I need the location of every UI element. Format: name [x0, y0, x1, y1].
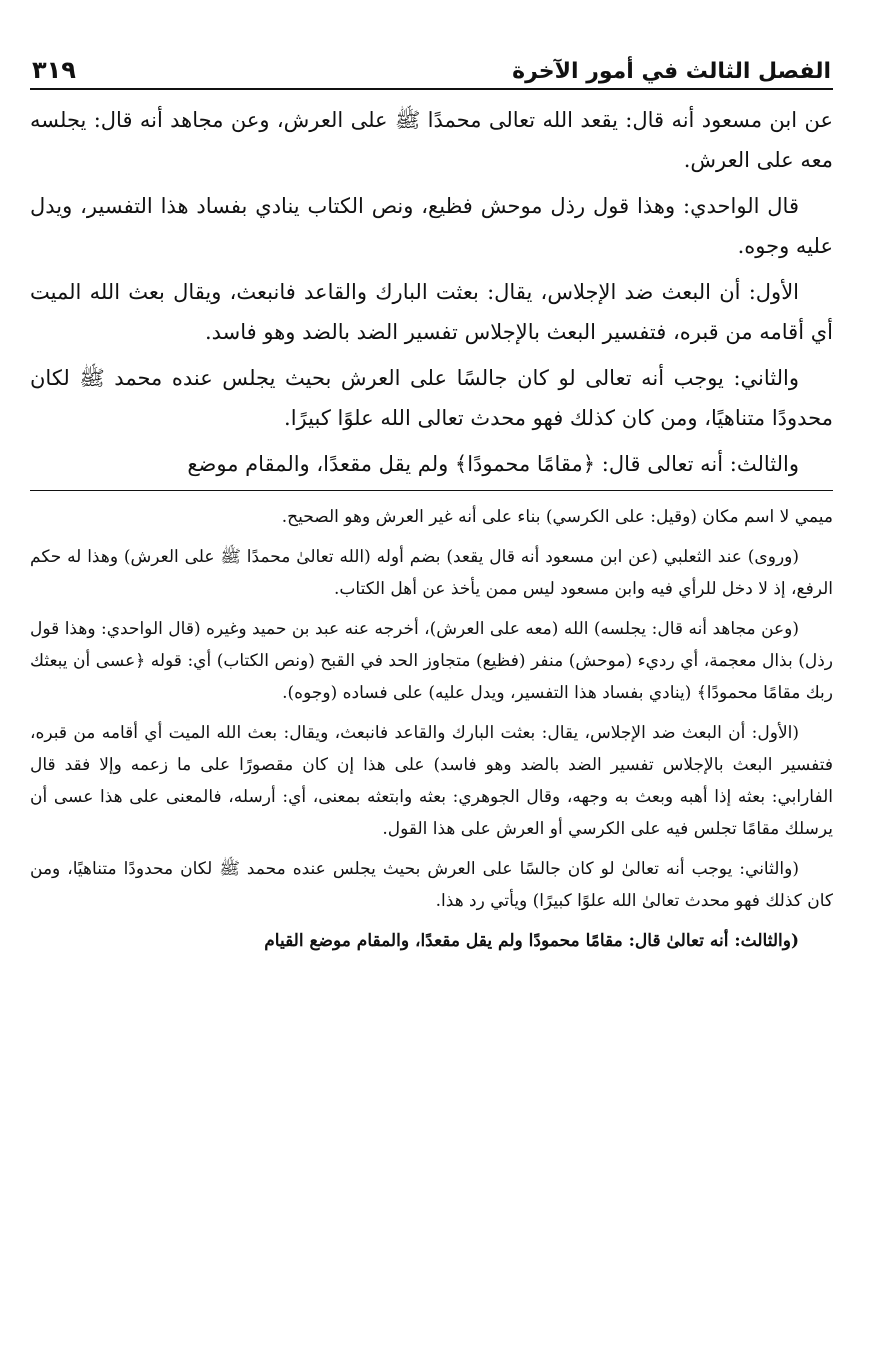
running-head: الفصل الثالث في أمور الآخرة — [512, 59, 831, 84]
commentary-paragraph-6: (والثالث: أنه تعالىٰ قال: مقامًا محمودًا ولم يقل مقعدًا، والمقام موضع القيام — [264, 931, 799, 951]
main-paragraph-2: قال الواحدي: وهذا قول رذل موحش فظيع، ونص الكتاب ينادي بفساد هذا التفسير، ويدل عليه وجوه. — [30, 194, 833, 258]
commentary-paragraph-3: (وعن مجاهد أنه قال: يجلسه) الله (معه على العرش)، أخرجه عنه عبد بن حميد وغيره (قال الواحدي: وهذا قول رذل) بذال معجمة، أي رديء (موحش) منفر (فظيع) متجاوز الحد في القبح (ونص الكتاب) أي: قوله ﴿عسى أن يبعثك ربك مقامًا محمودًا﴾ (ينادي بفساد هذا التفسير، ويدل عليه) على فساده (وجوه). — [30, 619, 833, 703]
commentary — [30, 501, 833, 957]
main-paragraph-4: والثاني: يوجب أنه تعالى لو كان جالسًا على العرش بحيث يجلس عنده محمد ﷺ لكان محدودًا متناهيًا، ومن كان كذلك فهو محدث تعالى الله علوًا كبيرًا. — [30, 366, 833, 430]
book-page — [30, 40, 833, 1330]
text-commentary-divider — [30, 490, 833, 491]
main-paragraph-5: والثالث: أنه تعالى قال: ﴿مقامًا محمودًا﴾ ولم يقل مقعدًا، والمقام موضع — [187, 452, 799, 476]
commentary-paragraph-1: ميمي لا اسم مكان (وقيل: على الكرسي) بناء على أنه غير العرش وهو الصحيح. — [281, 507, 833, 527]
page-number: ٣١٩ — [32, 56, 76, 84]
commentary-paragraph-5: (والثاني: يوجب أنه تعالىٰ لو كان جالسًا على العرش بحيث يجلس عنده محمد ﷺ لكان محدودًا متناهيًا، ومن كان كذلك فهو محدث تعالىٰ الله علوًا كبيرًا) ويأتي رد هذا. — [30, 859, 833, 911]
commentary-paragraph-4: (الأول: أن البعث ضد الإجلاس، يقال: بعثت البارك والقاعد فانبعث، ويقال: بعث الله الميت أي أقامه من قبره، فتفسير البعث بالإجلاس تفسير الضد بالضد وهو فاسد) على هذا إن كان مقصورًا على ما زعمه وإلا فقد قال الفارابي: بعثه إذا أهبه وبعث به وجهه، وقال الجوهري: بعثه وابتعثه بمعنى، أي: أرسله، فالمعنى على هذا عسى أن يرسلك مقامًا تجلس فيه على الكرسي أو العرش على هذا القول. — [30, 723, 833, 839]
main-text — [30, 100, 833, 484]
main-paragraph-1: عن ابن مسعود أنه قال: يقعد الله تعالى محمدًا ﷺ على العرش، وعن مجاهد أنه قال: يجلسه معه على العرش. — [30, 108, 833, 172]
page-header — [30, 40, 833, 90]
commentary-paragraph-2: (وروى) عند الثعلبي (عن ابن مسعود أنه قال يقعد) بضم أوله (الله تعالىٰ محمدًا ﷺ على العرش) وهذا له حكم الرفع، إذ لا دخل للرأي فيه وابن مسعود ليس ممن يأخذ عن أهل الكتاب. — [30, 547, 833, 599]
main-paragraph-3: الأول: أن البعث ضد الإجلاس، يقال: بعثت البارك والقاعد فانبعث، ويقال بعث الله الميت أي أقامه من قبره، فتفسير البعث بالإجلاس تفسير الضد بالضد وهو فاسد. — [30, 280, 833, 344]
